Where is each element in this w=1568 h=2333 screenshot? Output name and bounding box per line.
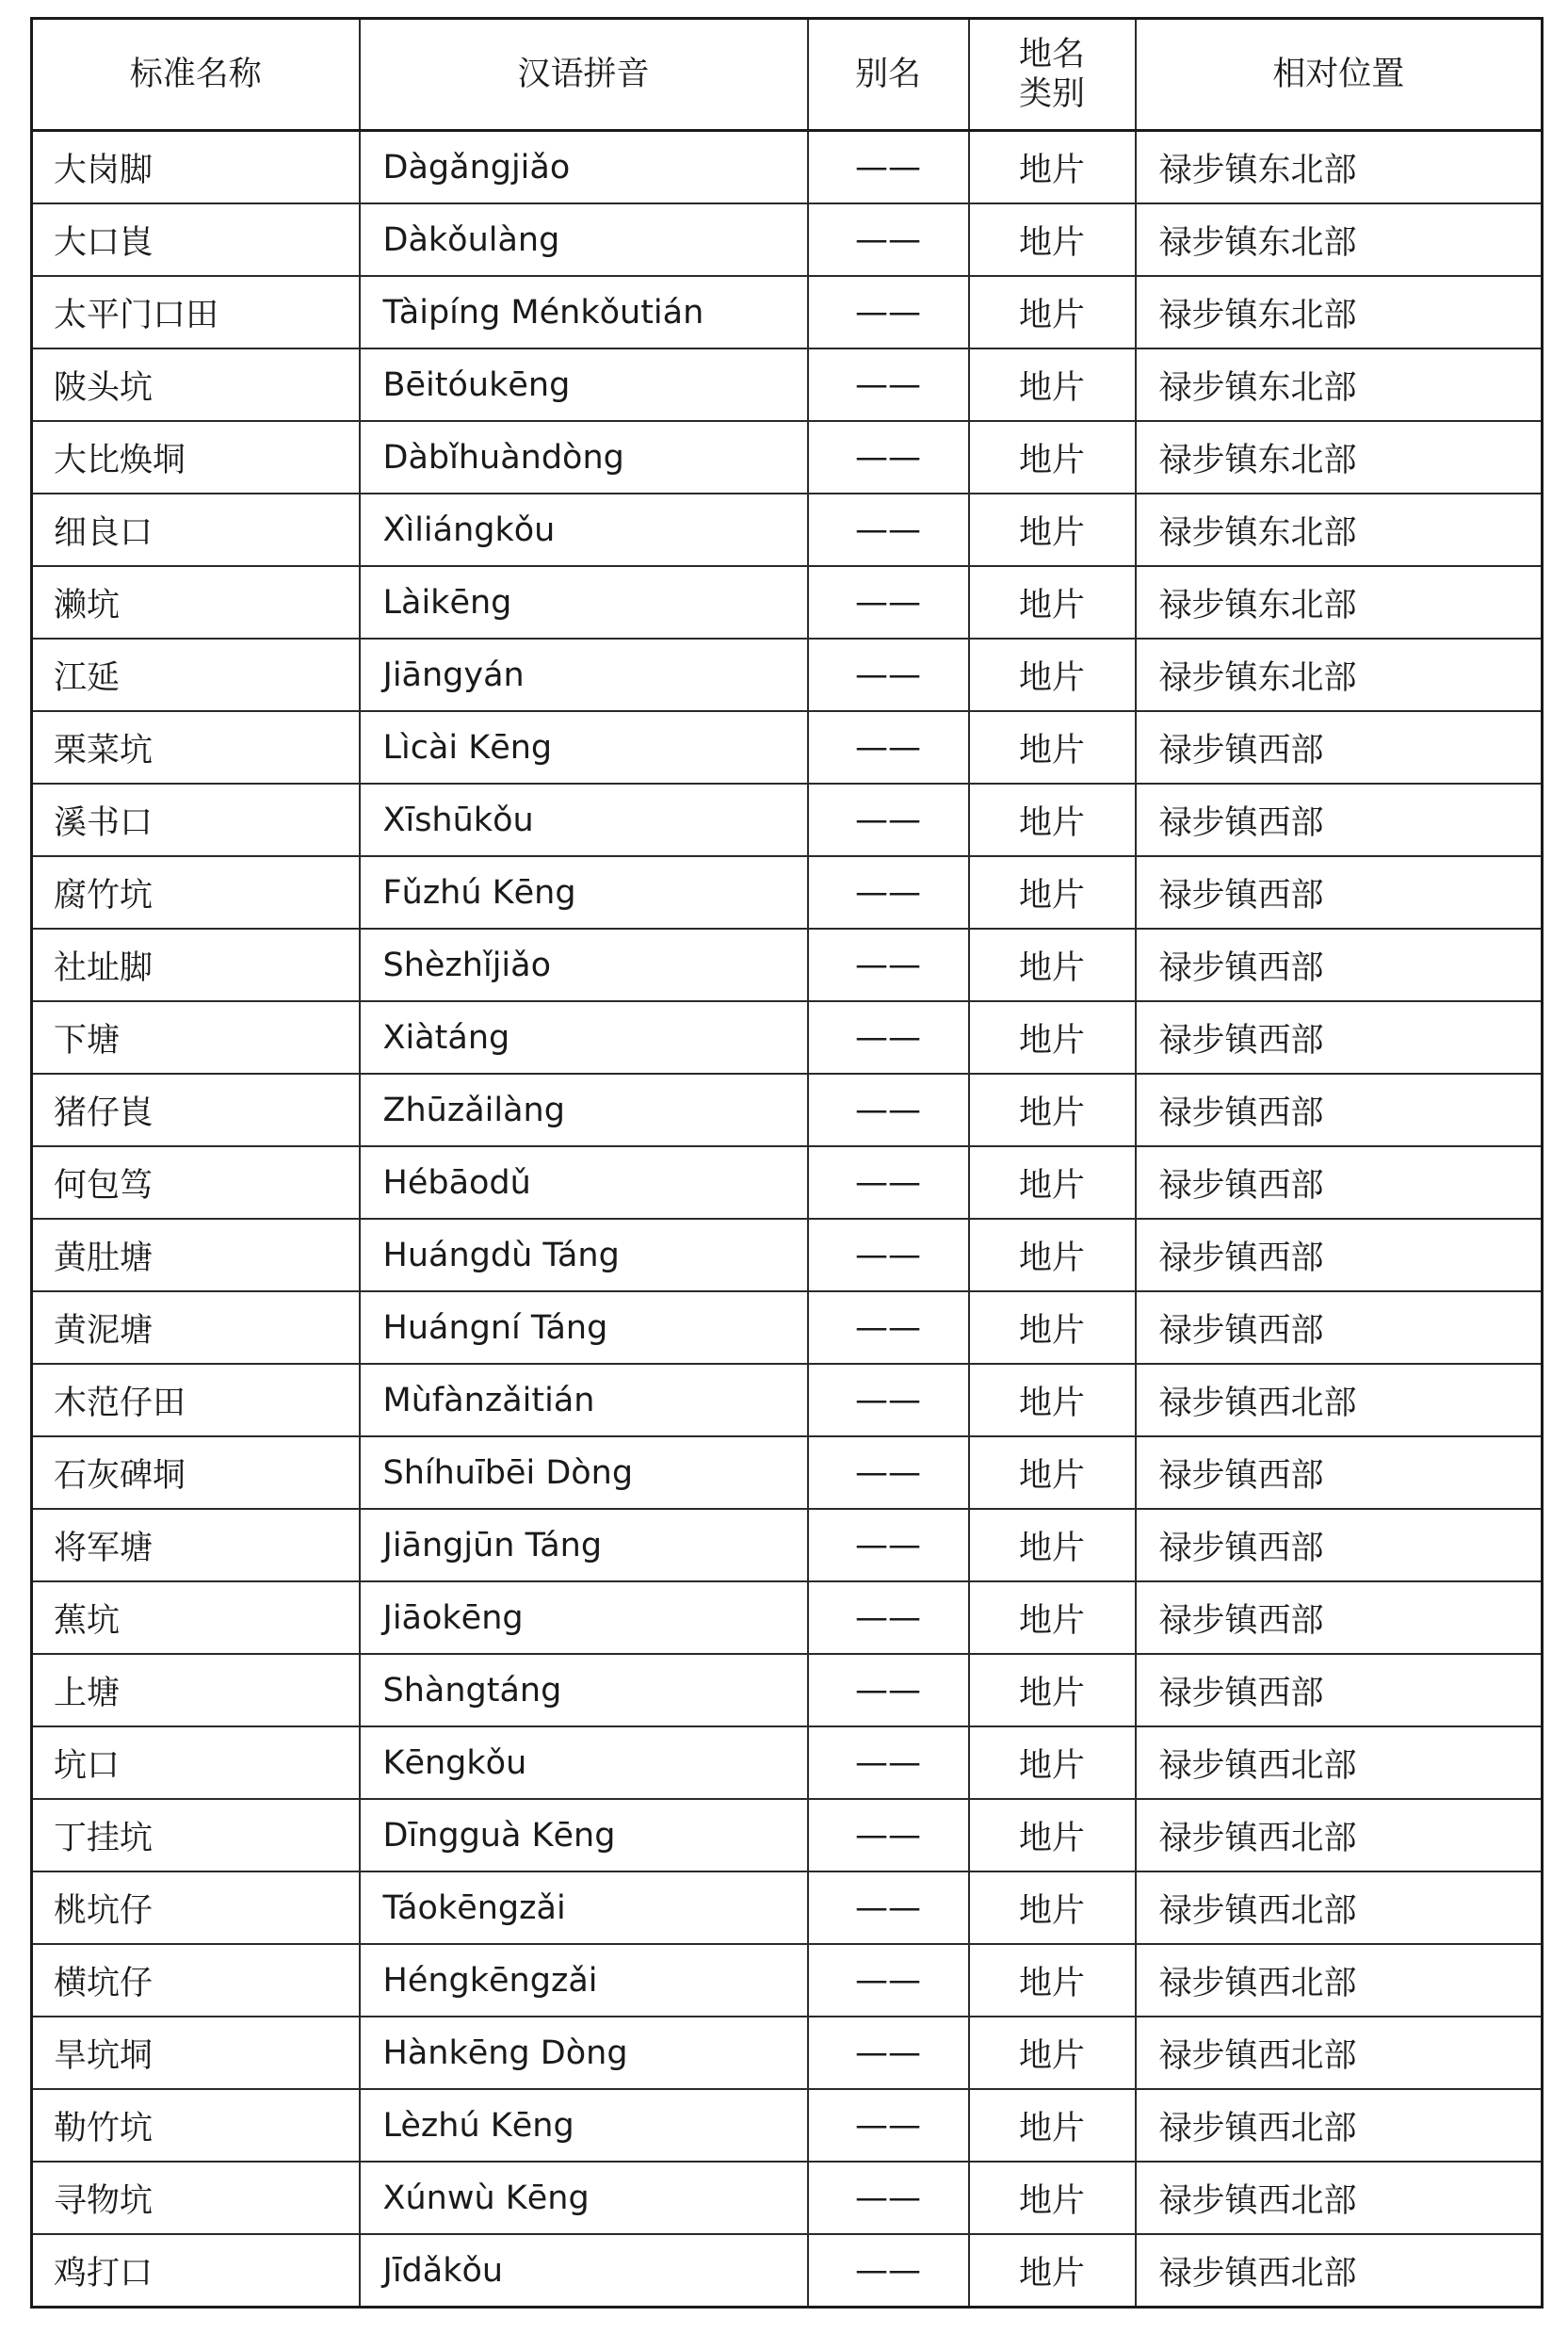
cell-standard-name: 濑坑 bbox=[32, 566, 360, 639]
header-standard-name: 标准名称 bbox=[32, 19, 360, 131]
table-row bbox=[32, 1001, 1543, 1074]
cell-standard-name: 鸡打口 bbox=[32, 2234, 360, 2308]
cell-position: 禄步镇西北部 bbox=[1136, 2089, 1543, 2162]
cell-type: 地片 bbox=[969, 276, 1136, 348]
cell-position: 禄步镇东北部 bbox=[1136, 203, 1543, 276]
table-row bbox=[32, 276, 1543, 348]
table-row bbox=[32, 1291, 1543, 1364]
cell-alias: —— bbox=[808, 1436, 969, 1509]
cell-alias: —— bbox=[808, 348, 969, 421]
cell-position: 禄步镇东北部 bbox=[1136, 566, 1543, 639]
table-row bbox=[32, 2089, 1543, 2162]
cell-alias: —— bbox=[808, 566, 969, 639]
cell-pinyin: Hébāodǔ bbox=[360, 1146, 808, 1219]
table-row bbox=[32, 711, 1543, 784]
cell-position: 禄步镇西部 bbox=[1136, 1146, 1543, 1219]
cell-alias: —— bbox=[808, 639, 969, 711]
cell-type: 地片 bbox=[969, 131, 1136, 204]
cell-pinyin: Shàngtáng bbox=[360, 1654, 808, 1726]
cell-standard-name: 何包笃 bbox=[32, 1146, 360, 1219]
cell-pinyin: Shíhuībēi Dòng bbox=[360, 1436, 808, 1509]
cell-type: 地片 bbox=[969, 639, 1136, 711]
cell-type: 地片 bbox=[969, 1944, 1136, 2017]
cell-type: 地片 bbox=[969, 1654, 1136, 1726]
cell-standard-name: 勒竹坑 bbox=[32, 2089, 360, 2162]
cell-alias: —— bbox=[808, 1726, 969, 1799]
table-row bbox=[32, 1509, 1543, 1581]
cell-alias: —— bbox=[808, 421, 969, 494]
cell-position: 禄步镇西部 bbox=[1136, 856, 1543, 929]
table-row bbox=[32, 856, 1543, 929]
cell-standard-name: 细良口 bbox=[32, 494, 360, 566]
cell-position: 禄步镇西部 bbox=[1136, 1509, 1543, 1581]
header-type bbox=[969, 19, 1136, 131]
cell-pinyin: Jiāokēng bbox=[360, 1581, 808, 1654]
cell-type: 地片 bbox=[969, 203, 1136, 276]
table-row bbox=[32, 1799, 1543, 1871]
table-row bbox=[32, 1726, 1543, 1799]
cell-pinyin: Jiāngyán bbox=[360, 639, 808, 711]
cell-type: 地片 bbox=[969, 2234, 1136, 2308]
table-row bbox=[32, 1074, 1543, 1146]
cell-pinyin: Dàkǒulàng bbox=[360, 203, 808, 276]
table-row bbox=[32, 639, 1543, 711]
cell-type: 地片 bbox=[969, 1871, 1136, 1944]
header-pinyin: 汉语拼音 bbox=[360, 19, 808, 131]
cell-position: 禄步镇西部 bbox=[1136, 1654, 1543, 1726]
cell-standard-name: 猪仔崀 bbox=[32, 1074, 360, 1146]
table-row bbox=[32, 2017, 1543, 2089]
cell-position: 禄步镇西北部 bbox=[1136, 1364, 1543, 1436]
cell-pinyin: Bēitóukēng bbox=[360, 348, 808, 421]
cell-standard-name: 桃坑仔 bbox=[32, 1871, 360, 1944]
cell-standard-name: 大岗脚 bbox=[32, 131, 360, 204]
cell-standard-name: 蕉坑 bbox=[32, 1581, 360, 1654]
header-row bbox=[32, 19, 1543, 131]
cell-position: 禄步镇东北部 bbox=[1136, 276, 1543, 348]
cell-alias: —— bbox=[808, 1509, 969, 1581]
cell-alias: —— bbox=[808, 784, 969, 856]
cell-type: 地片 bbox=[969, 421, 1136, 494]
table-row bbox=[32, 203, 1543, 276]
cell-pinyin: Dàgǎngjiǎo bbox=[360, 131, 808, 204]
cell-pinyin: Lìcài Kēng bbox=[360, 711, 808, 784]
header-alias: 别名 bbox=[808, 19, 969, 131]
cell-position: 禄步镇西北部 bbox=[1136, 1871, 1543, 1944]
cell-pinyin: Tàipíng Ménkǒutián bbox=[360, 276, 808, 348]
cell-position: 禄步镇西部 bbox=[1136, 1219, 1543, 1291]
cell-type: 地片 bbox=[969, 1219, 1136, 1291]
cell-pinyin: Jīdǎkǒu bbox=[360, 2234, 808, 2308]
cell-alias: —— bbox=[808, 2089, 969, 2162]
table-row bbox=[32, 1364, 1543, 1436]
cell-alias: —— bbox=[808, 2162, 969, 2234]
cell-position: 禄步镇东北部 bbox=[1136, 131, 1543, 204]
cell-standard-name: 黄泥塘 bbox=[32, 1291, 360, 1364]
cell-alias: —— bbox=[808, 131, 969, 204]
cell-position: 禄步镇西部 bbox=[1136, 711, 1543, 784]
cell-alias: —— bbox=[808, 1871, 969, 1944]
cell-pinyin: Xìliángkǒu bbox=[360, 494, 808, 566]
cell-type: 地片 bbox=[969, 1291, 1136, 1364]
cell-standard-name: 陂头坑 bbox=[32, 348, 360, 421]
place-name-table bbox=[30, 17, 1544, 2309]
cell-pinyin: Mùfànzǎitián bbox=[360, 1364, 808, 1436]
cell-standard-name: 横坑仔 bbox=[32, 1944, 360, 2017]
cell-alias: —— bbox=[808, 1364, 969, 1436]
cell-position: 禄步镇东北部 bbox=[1136, 639, 1543, 711]
cell-position: 禄步镇西北部 bbox=[1136, 2162, 1543, 2234]
cell-position: 禄步镇西部 bbox=[1136, 929, 1543, 1001]
cell-standard-name: 将军塘 bbox=[32, 1509, 360, 1581]
cell-alias: —— bbox=[808, 2234, 969, 2308]
cell-standard-name: 木范仔田 bbox=[32, 1364, 360, 1436]
cell-position: 禄步镇西北部 bbox=[1136, 1726, 1543, 1799]
cell-pinyin: Zhūzǎilàng bbox=[360, 1074, 808, 1146]
header-position: 相对位置 bbox=[1136, 19, 1543, 131]
cell-alias: —— bbox=[808, 276, 969, 348]
table-row bbox=[32, 1871, 1543, 1944]
cell-standard-name: 太平门口田 bbox=[32, 276, 360, 348]
table-row bbox=[32, 1146, 1543, 1219]
cell-pinyin: Huángní Táng bbox=[360, 1291, 808, 1364]
table-row bbox=[32, 2234, 1543, 2308]
cell-pinyin: Shèzhǐjiǎo bbox=[360, 929, 808, 1001]
cell-type: 地片 bbox=[969, 566, 1136, 639]
cell-alias: —— bbox=[808, 1001, 969, 1074]
cell-standard-name: 丁挂坑 bbox=[32, 1799, 360, 1871]
cell-pinyin: Fǔzhú Kēng bbox=[360, 856, 808, 929]
cell-type: 地片 bbox=[969, 2162, 1136, 2234]
cell-type: 地片 bbox=[969, 1799, 1136, 1871]
cell-position: 禄步镇西部 bbox=[1136, 1581, 1543, 1654]
table-row bbox=[32, 2162, 1543, 2234]
table-row bbox=[32, 566, 1543, 639]
cell-position: 禄步镇东北部 bbox=[1136, 421, 1543, 494]
cell-pinyin: Làikēng bbox=[360, 566, 808, 639]
cell-type: 地片 bbox=[969, 929, 1136, 1001]
cell-type: 地片 bbox=[969, 348, 1136, 421]
cell-pinyin: Dàbǐhuàndòng bbox=[360, 421, 808, 494]
header-type-line1: 地名 bbox=[1018, 36, 1085, 73]
cell-type: 地片 bbox=[969, 1726, 1136, 1799]
cell-position: 禄步镇西北部 bbox=[1136, 1944, 1543, 2017]
cell-type: 地片 bbox=[969, 1074, 1136, 1146]
cell-type: 地片 bbox=[969, 1436, 1136, 1509]
cell-standard-name: 下塘 bbox=[32, 1001, 360, 1074]
cell-alias: —— bbox=[808, 929, 969, 1001]
table-row bbox=[32, 929, 1543, 1001]
cell-standard-name: 坑口 bbox=[32, 1726, 360, 1799]
cell-alias: —— bbox=[808, 1291, 969, 1364]
cell-alias: —— bbox=[808, 203, 969, 276]
cell-alias: —— bbox=[808, 1074, 969, 1146]
cell-pinyin: Xúnwù Kēng bbox=[360, 2162, 808, 2234]
cell-standard-name: 黄肚塘 bbox=[32, 1219, 360, 1291]
header-type-line2: 类别 bbox=[1018, 75, 1085, 113]
cell-position: 禄步镇西部 bbox=[1136, 1074, 1543, 1146]
cell-position: 禄步镇东北部 bbox=[1136, 494, 1543, 566]
cell-pinyin: Xiàtáng bbox=[360, 1001, 808, 1074]
cell-position: 禄步镇西部 bbox=[1136, 784, 1543, 856]
cell-standard-name: 寻物坑 bbox=[32, 2162, 360, 2234]
cell-type: 地片 bbox=[969, 494, 1136, 566]
table-row bbox=[32, 784, 1543, 856]
cell-type: 地片 bbox=[969, 784, 1136, 856]
cell-type: 地片 bbox=[969, 2089, 1136, 2162]
cell-pinyin: Lèzhú Kēng bbox=[360, 2089, 808, 2162]
cell-position: 禄步镇西北部 bbox=[1136, 1799, 1543, 1871]
cell-pinyin: Jiāngjūn Táng bbox=[360, 1509, 808, 1581]
cell-position: 禄步镇西部 bbox=[1136, 1291, 1543, 1364]
cell-standard-name: 上塘 bbox=[32, 1654, 360, 1726]
cell-pinyin: Dīngguà Kēng bbox=[360, 1799, 808, 1871]
table-row bbox=[32, 131, 1543, 204]
cell-pinyin: Héngkēngzǎi bbox=[360, 1944, 808, 2017]
cell-pinyin: Hànkēng Dòng bbox=[360, 2017, 808, 2089]
cell-type: 地片 bbox=[969, 856, 1136, 929]
table-row bbox=[32, 1944, 1543, 2017]
cell-alias: —— bbox=[808, 494, 969, 566]
cell-alias: —— bbox=[808, 1944, 969, 2017]
cell-alias: —— bbox=[808, 2017, 969, 2089]
cell-pinyin: Xīshūkǒu bbox=[360, 784, 808, 856]
cell-standard-name: 社址脚 bbox=[32, 929, 360, 1001]
cell-position: 禄步镇西北部 bbox=[1136, 2017, 1543, 2089]
cell-standard-name: 石灰碑垌 bbox=[32, 1436, 360, 1509]
cell-type: 地片 bbox=[969, 1509, 1136, 1581]
table-row bbox=[32, 421, 1543, 494]
cell-type: 地片 bbox=[969, 1581, 1136, 1654]
cell-standard-name: 溪书口 bbox=[32, 784, 360, 856]
cell-alias: —— bbox=[808, 1146, 969, 1219]
cell-standard-name: 腐竹坑 bbox=[32, 856, 360, 929]
cell-position: 禄步镇西部 bbox=[1136, 1001, 1543, 1074]
cell-standard-name: 大比焕垌 bbox=[32, 421, 360, 494]
cell-type: 地片 bbox=[969, 2017, 1136, 2089]
cell-standard-name: 栗菜坑 bbox=[32, 711, 360, 784]
table-row bbox=[32, 1581, 1543, 1654]
cell-pinyin: Kēngkǒu bbox=[360, 1726, 808, 1799]
cell-alias: —— bbox=[808, 1581, 969, 1654]
cell-position: 禄步镇西部 bbox=[1136, 1436, 1543, 1509]
cell-type: 地片 bbox=[969, 1146, 1136, 1219]
table-row bbox=[32, 348, 1543, 421]
table-row bbox=[32, 1219, 1543, 1291]
cell-type: 地片 bbox=[969, 1364, 1136, 1436]
cell-pinyin: Táokēngzǎi bbox=[360, 1871, 808, 1944]
table-row bbox=[32, 1654, 1543, 1726]
cell-standard-name: 大口崀 bbox=[32, 203, 360, 276]
cell-pinyin: Huángdù Táng bbox=[360, 1219, 808, 1291]
cell-alias: —— bbox=[808, 1799, 969, 1871]
cell-position: 禄步镇东北部 bbox=[1136, 348, 1543, 421]
table-row bbox=[32, 494, 1543, 566]
cell-alias: —— bbox=[808, 1654, 969, 1726]
cell-standard-name: 旱坑垌 bbox=[32, 2017, 360, 2089]
cell-position: 禄步镇西北部 bbox=[1136, 2234, 1543, 2308]
cell-type: 地片 bbox=[969, 1001, 1136, 1074]
cell-type: 地片 bbox=[969, 711, 1136, 784]
cell-standard-name: 江延 bbox=[32, 639, 360, 711]
cell-alias: —— bbox=[808, 711, 969, 784]
cell-alias: —— bbox=[808, 1219, 969, 1291]
cell-alias: —— bbox=[808, 856, 969, 929]
table-row bbox=[32, 1436, 1543, 1509]
